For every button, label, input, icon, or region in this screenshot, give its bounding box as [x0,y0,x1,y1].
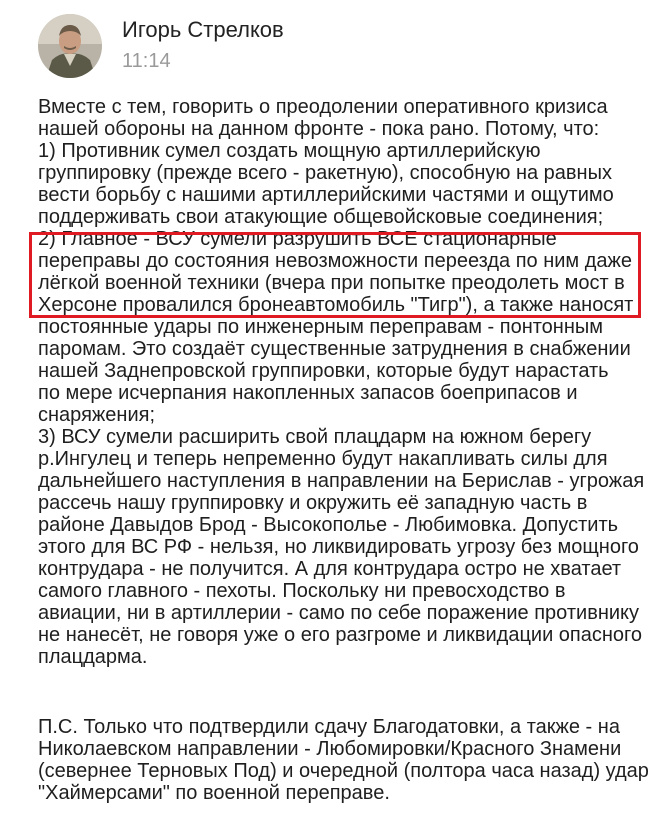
post-text-line: р.Ингулец и теперь непременно будут накапливать силы для [38,448,608,470]
post-text-line: постоянные удары по инженерным переправам - понтонным [38,316,604,338]
post-text-line: контрудара - не получится. А для контрудара остро не хватает [38,558,622,580]
post-text-line: по мере исчерпания накопленных запасов боеприпасов и [38,382,578,404]
postscript-line: "Хаймерсами" по военной переправе. [38,782,390,804]
post-time: 11:14 [122,50,171,72]
author-avatar[interactable] [38,14,102,78]
postscript-line: Николаевском направлении - Любомировки/Красного Знамени [38,738,622,760]
post-text-line: нашей Заднепровской группировки, которые будут нарастать [38,360,609,382]
author-name[interactable]: Игорь Стрелков [122,17,284,42]
post-text-line: вести борьбу с нашими артиллерийскими частями и ощутимо [38,184,614,206]
post-text-line: авиации, ни в артиллерии - само по себе поражение противнику [38,602,640,624]
post-text [38,96,658,668]
post-text-line: дальнейшего наступления в направлении на Берислав - угрожая [38,470,645,492]
post-text-line: районе Давыдов Брод - Высокополье - Любимовка. Допустить [38,514,619,536]
post-text-line: 2) Главное - ВСУ сумели разрушить ВСЕ стационарные [38,228,557,250]
post-text-line: Вместе с тем, говорить о преодолении оперативного кризиса [38,96,608,118]
post-text-line: поддерживать свои атакующие общевойсковые соединения; [38,206,604,228]
postscript-line: (севернее Терновых Под) и очередной (полтора часа назад) удар [38,760,649,782]
postscript-line: П.С. Только что подтвердили сдачу Благодатовки, а также - на [38,716,620,738]
post-header [38,14,284,78]
post-text-line: плацдарма. [38,646,148,668]
author-info [122,14,284,74]
post-text-line: группировку (прежде всего - ракетную), способную на равных [38,162,612,184]
post-text-line: рассечь нашу группировку и окружить её западную часть в [38,492,588,514]
post-text-line: переправы до состояния невозможности переезда по ним даже [38,250,633,272]
postscript-text [38,716,658,804]
post-text-line: снаряжения; [38,404,156,426]
post-text-line: паромам. Это создаёт существенные затруднения в снабжении [38,338,631,360]
post-text-line: этого для ВС РФ - нельзя, но ликвидировать угрозу без мощного [38,536,639,558]
post-text-line: лёгкой военной техники (вчера при попытке преодолеть мост в [38,272,625,294]
post-text-line: Херсоне провалился бронеавтомобиль "Тигр"), а также наносят [38,294,634,316]
post-text-line: не нанесёт, не говоря уже о его разгроме и ликвидации опасного [38,624,643,646]
post-text-line: 1) Противник сумел создать мощную артиллерийскую [38,140,541,162]
post-text-line: самого главного - пехоты. Поскольку ни превосходство в [38,580,566,602]
post-text-line: 3) ВСУ сумели расширить свой плацдарм на южном берегу [38,426,592,448]
user-photo-avatar-icon [38,14,102,78]
post-text-line: нашей обороны на данном фронте - пока рано. Потому, что: [38,118,600,140]
